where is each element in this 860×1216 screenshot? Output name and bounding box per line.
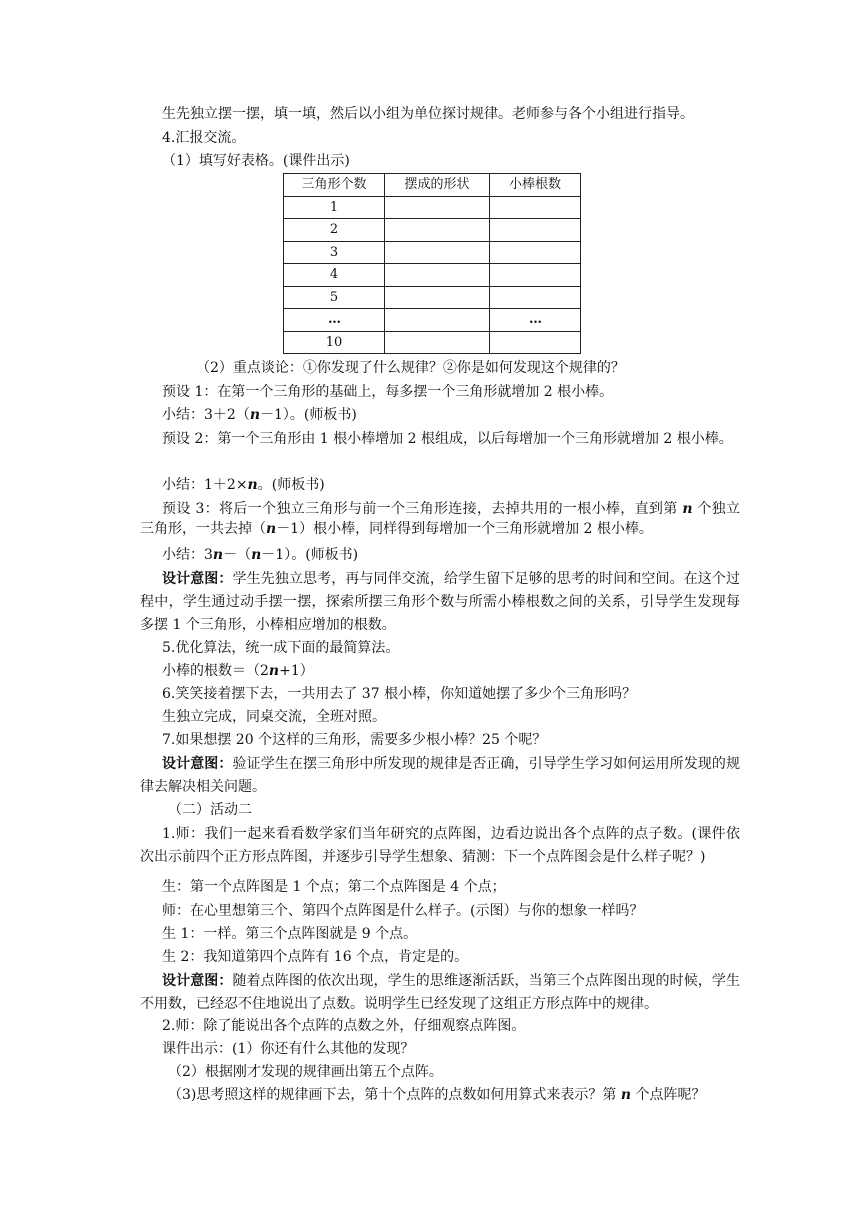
step-heading: 6.笑笑接着摆下去，一共用去了 37 根小棒，你知道她摆了多少个三角形吗？ (162, 686, 637, 702)
sub-heading: （1）填写好表格。(课件出示) (162, 153, 350, 169)
table-cell: 4 (284, 264, 385, 287)
paragraph: 课件出示：(1）你还有什么其他的发现？ (162, 1041, 415, 1057)
dialogue-line: 生 2：我知道第四个点阵有 16 个点，肯定是的。 (162, 949, 469, 965)
table-cell: … (284, 309, 385, 332)
table-cell: 10 (284, 331, 385, 354)
table-header-cell: 摆成的形状 (385, 174, 490, 197)
table-cell (490, 286, 581, 309)
table-header-cell: 小棒根数 (490, 174, 581, 197)
summary: 小结：3n－（n－1）。(师板书) (162, 547, 359, 563)
table-cell: 2 (284, 219, 385, 242)
design-intent: 设计意图：学生先独立思考，再与同伴交流，给学生留下足够的思考的时间和空间。在这个过程中，学生通过动手摆一摆，探索所摆三角形个数与所需小棒根数之间的关系，引导学生发现每多摆 1 个三角形，小棒相应增加的根数。 (140, 571, 740, 633)
table-cell (385, 331, 490, 354)
table-row (284, 264, 581, 287)
summary: 小结：1＋2×n。(师板书) (162, 477, 325, 493)
table-cell (490, 219, 581, 242)
sub-heading: （2）重点谈论：①你发现了什么规律？②你是如何发现这个规律的？ (196, 360, 625, 376)
table-cell (490, 241, 581, 264)
table-cell (490, 331, 581, 354)
design-intent: 设计意图：随着点阵图的依次出现，学生的思维逐渐活跃，当第三个点阵图出现的时候，学生不用数，已经忍不住地说出了点数。说明学生已经发现了这组正方形点阵中的规律。 (140, 973, 740, 1012)
table-cell: … (490, 309, 581, 332)
table-cell (385, 241, 490, 264)
table-row (284, 196, 581, 219)
step-heading: 4.汇报交流。 (162, 130, 246, 146)
table-header-row (284, 174, 581, 197)
table-row (284, 241, 581, 264)
table-cell: 3 (284, 241, 385, 264)
paragraph: （2）根据刚才发现的规律画出第五个点阵。 (168, 1064, 443, 1080)
dialogue-line: 师：在心里想第三个、第四个点阵图是什么样子。(示图）与你的想象一样吗？ (162, 903, 644, 919)
step-heading: 2.师：除了能说出各个点阵的点数之外，仔细观察点阵图。 (162, 1018, 526, 1034)
table-cell (385, 219, 490, 242)
paragraph: 生先独立摆一摆，填一填，然后以小组为单位探讨规律。老师参与各个小组进行指导。 (162, 106, 694, 122)
paragraph: 生独立完成，同桌交流，全班对照。 (162, 709, 386, 725)
table-cell: 5 (284, 286, 385, 309)
table-cell (385, 196, 490, 219)
paragraph: 预设 1：在第一个三角形的基础上，每多摆一个三角形就增加 2 根小棒。 (162, 384, 614, 400)
table-cell (490, 264, 581, 287)
table-row (284, 286, 581, 309)
dialogue-line: 生：第一个点阵图是 1 个点；第二个点阵图是 4 个点； (162, 879, 506, 895)
table-cell (385, 286, 490, 309)
formula: 小棒的根数＝（2n+1） (162, 663, 314, 679)
table-cell: 1 (284, 196, 385, 219)
data-table (283, 173, 581, 354)
step-heading: 7.如果想摆 20 个这样的三角形，需要多少根小棒？25 个呢？ (162, 732, 547, 748)
summary: 小结：3＋2（n－1）。(师板书) (162, 407, 357, 423)
paragraph: 预设 2：第一个三角形由 1 根小棒增加 2 根组成，以后每增加一个三角形就增加 2 根小棒。 (162, 431, 733, 447)
step-heading: 5.优化算法，统一成下面的最简算法。 (162, 640, 400, 656)
paragraph: 预设 3：将后一个独立三角形与前一个三角形连接，去掉共用的一根小棒，直到第 n 个独立三角形，一共去掉（n－1）根小棒，同样得到每增加一个三角形就增加 2 根小棒。 (140, 501, 741, 537)
design-intent: 设计意图：验证学生在摆三角形中所发现的规律是否正确，引导学生学习如何运用所发现的规律去解决相关问题。 (140, 756, 740, 795)
table-row (284, 331, 581, 354)
table-cell (385, 309, 490, 332)
table-cell (385, 264, 490, 287)
table-row (284, 309, 581, 332)
table-row (284, 219, 581, 242)
table-cell (490, 196, 581, 219)
paragraph: 1.师：我们一起来看看数学家们当年研究的点阵图，边看边说出各个点阵的点子数。(课件依次出示前四个正方形点阵图，并逐步引导学生想象、猜测：下一个点阵图会是什么样子呢？) (140, 826, 740, 865)
dialogue-line: 生 1：一样。第三个点阵图就是 9 个点。 (162, 926, 418, 942)
paragraph: （3)思考照这样的规律画下去，第十个点阵的点数如何用算式来表示？第 n 个点阵呢？ (168, 1087, 706, 1103)
table-header-cell: 三角形个数 (284, 174, 385, 197)
section-heading: （二）活动二 (168, 802, 252, 818)
